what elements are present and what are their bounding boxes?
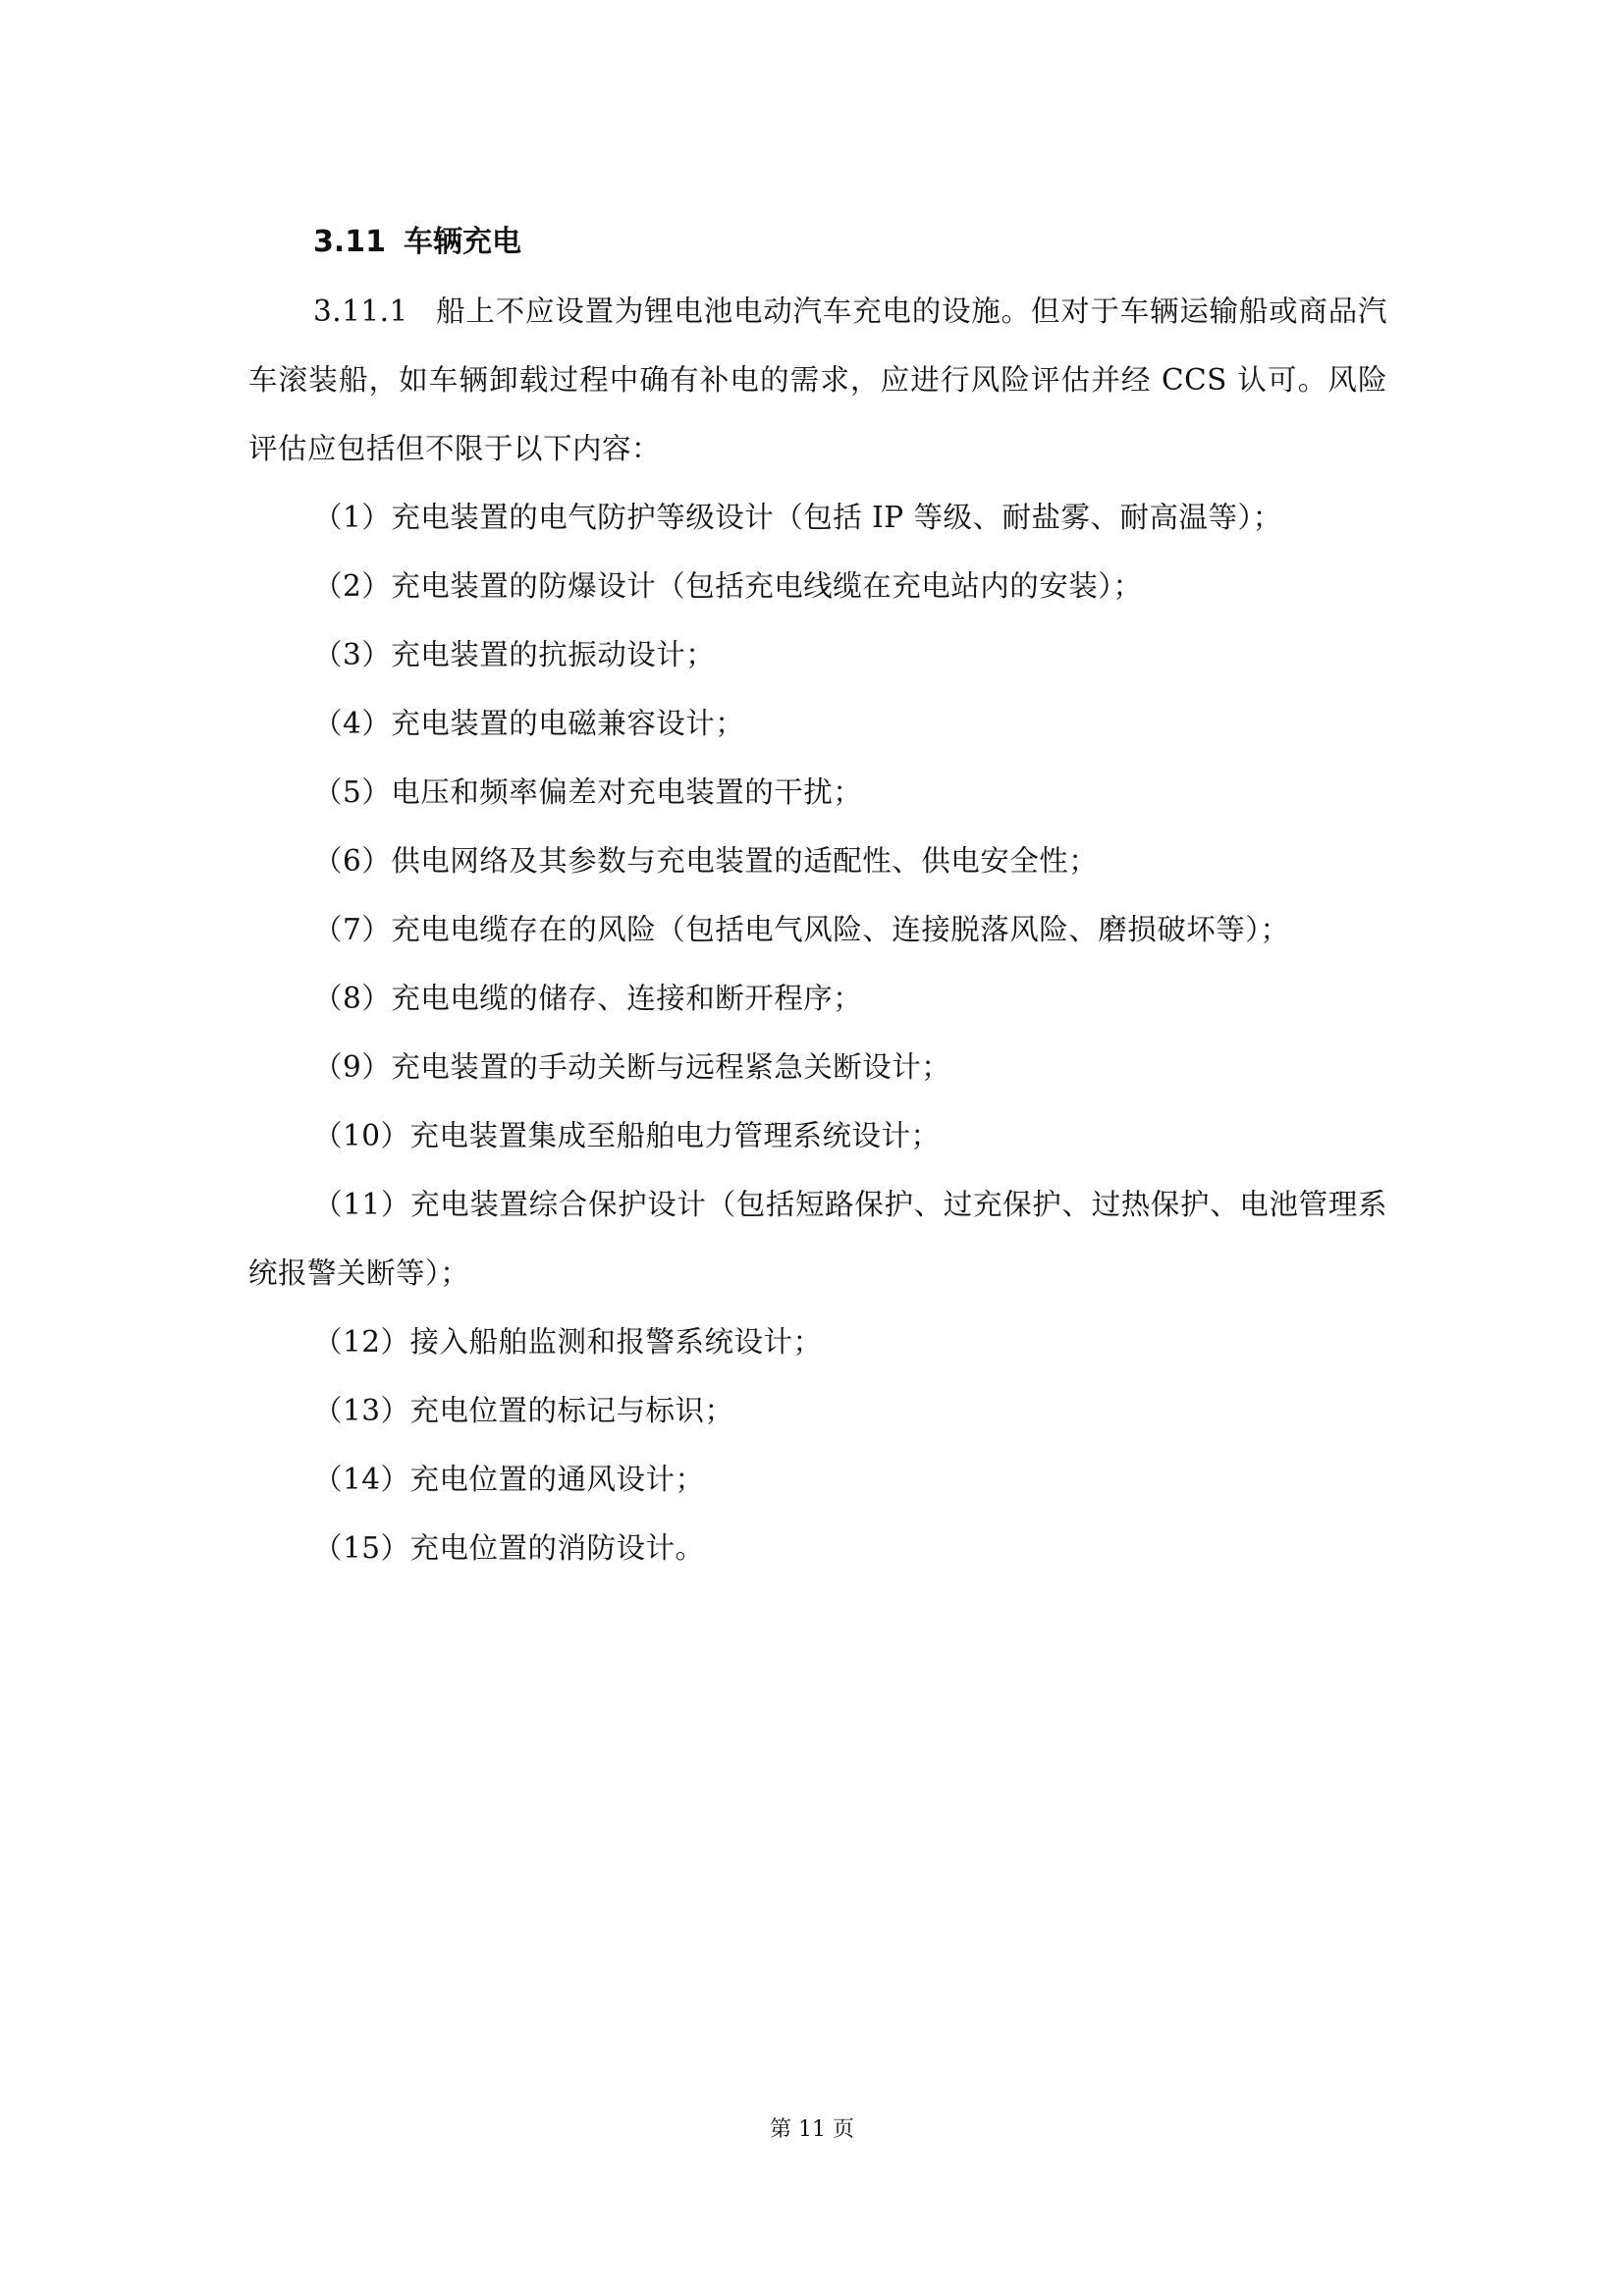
section-title: 车辆充电	[404, 225, 522, 259]
list-item: （1）充电装置的电气防护等级设计（包括 IP 等级、耐盐雾、耐高温等）；	[313, 501, 1282, 534]
list-item: （3）充电装置的抗振动设计；	[313, 638, 716, 671]
list-item: （5）电压和频率偏差对充电装置的干扰；	[313, 775, 863, 809]
requirement-list	[248, 483, 1387, 1582]
list-item: （2）充电装置的防爆设计（包括充电线缆在充电站内的安装）；	[313, 569, 1143, 603]
list-item: （6）供电网络及其参数与充电装置的适配性、供电安全性；	[313, 844, 1099, 878]
list-item: （4）充电装置的电磁兼容设计；	[313, 707, 745, 740]
page-content	[248, 208, 1387, 1582]
list-item: （15）充电位置的消防设计。	[313, 1531, 705, 1565]
list-item: （9）充电装置的手动关断与远程紧急关断设计；	[313, 1050, 951, 1084]
list-item: （7）充电电缆存在的风险（包括电气风险、连接脱落风险、磨损破坏等）；	[313, 913, 1290, 946]
list-item: （10）充电装置集成至船舶电力管理系统设计；	[313, 1119, 941, 1152]
clause-number: 3.11.1	[313, 294, 408, 328]
page-number-footer: 第 11 页	[770, 2117, 854, 2142]
clause-text: 船上不应设置为锂电池电动汽车充电的设施。但对于车辆运输船或商品汽车滚装船，如车辆卸载过程中确有补电的需求，应进行风险评估并经 CCS 认可。风险评估应包括但不限于以下内容：	[248, 294, 1387, 465]
list-item: （13）充电位置的标记与标识；	[313, 1394, 734, 1427]
list-item: （8）充电电缆的储存、连接和断开程序；	[313, 982, 863, 1015]
list-item: （11）充电装置综合保护设计（包括短路保护、过充保护、过热保护、电池管理系统报警关断等）；	[248, 1188, 1387, 1290]
section-heading	[248, 208, 1387, 277]
list-item: （12）接入船舶监测和报警系统设计；	[313, 1325, 823, 1359]
section-number: 3.11	[313, 225, 387, 259]
list-item: （14）充电位置的通风设计；	[313, 1463, 705, 1496]
clause-paragraph	[248, 277, 1387, 483]
